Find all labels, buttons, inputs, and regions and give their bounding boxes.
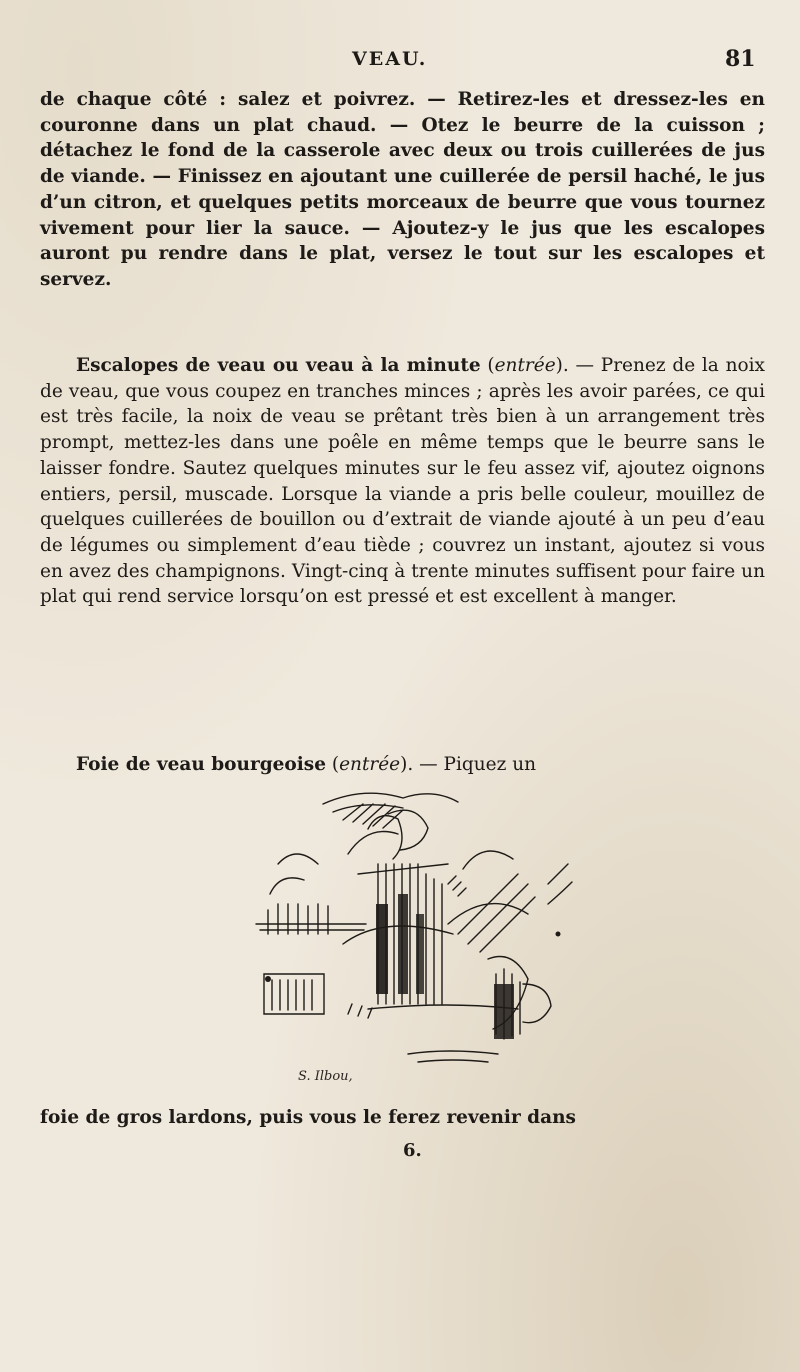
illustrator-signature: S. Ilbou, xyxy=(298,1069,353,1084)
recipe-escalopes-course: entrée xyxy=(494,355,556,376)
recipe-escalopes-course-close: ). xyxy=(555,355,569,376)
signature-mark: 6. xyxy=(403,1140,422,1161)
recipe-foie-paragraph xyxy=(40,752,765,778)
continuation-text: foie de gros lardons, puis vous le ferez revenir dans xyxy=(40,1107,576,1128)
intro-paragraph-text: de chaque côté : salez et poivrez. — Retirez-les et dressez-les en couronne dans un plat chaud. — Otez le beurre de la cuisson ; détachez le fond de la casserole avec deux ou trois cuillerées de jus de viande. — Finissez en ajoutant une cuillerée de persil haché, le jus d’un citron, et quelques petits morceaux de beurre que vous tournez vivement pour lier la sauce. — Ajoutez-y le jus que les escalopes auront pu rendre dans le plat, versez le tout sur les escalopes et servez. xyxy=(40,89,765,290)
continuation-line xyxy=(40,1105,765,1131)
recipe-escalopes-paragraph xyxy=(40,353,765,610)
intro-paragraph xyxy=(40,87,765,293)
recipe-escalopes xyxy=(40,353,765,610)
kitchen-vignette-figure xyxy=(248,784,580,1096)
kitchen-vignette-illustration xyxy=(248,784,580,1096)
running-head xyxy=(0,42,800,72)
recipe-foie-body: — Piquez un xyxy=(413,754,537,775)
recipe-foie-title: Foie de veau bourgeoise xyxy=(76,754,326,775)
recipe-foie-course: entrée xyxy=(339,754,401,775)
recipe-foie xyxy=(40,752,765,778)
running-title: VEAU. xyxy=(352,48,428,70)
recipe-foie-course-open: ( xyxy=(325,754,340,775)
recipe-escalopes-course-open: ( xyxy=(480,355,495,376)
page-number: 81 xyxy=(725,46,756,72)
recipe-foie-course-close: ). xyxy=(400,754,414,775)
recipe-escalopes-body: — Prenez de la noix de veau, que vous coupez en tranches minces ; après les avoir parées, ce qui est très facile, la noix de veau se prêtant très bien à un arrangement très prompt, mettez-les dans une poêle en même temps que le beurre sans le laisser fondre. Sautez quelques minutes sur le feu assez vif, ajoutez oignons entiers, persil, muscade. Lorsque la viande a pris belle couleur, mouillez de quelques cuillerées de bouillon ou d’extrait de viande ajouté à un peu d’eau de légumes ou simplement d’eau tiède ; couvrez un instant, ajoutez si vous en avez des champignons. Vingt-cinq à trente minutes suffisent pour faire un plat qui rend service lorsqu’on est pressé et est excellent à manger. xyxy=(40,355,765,608)
recipe-escalopes-title: Escalopes de veau ou veau à la minute xyxy=(76,355,481,376)
